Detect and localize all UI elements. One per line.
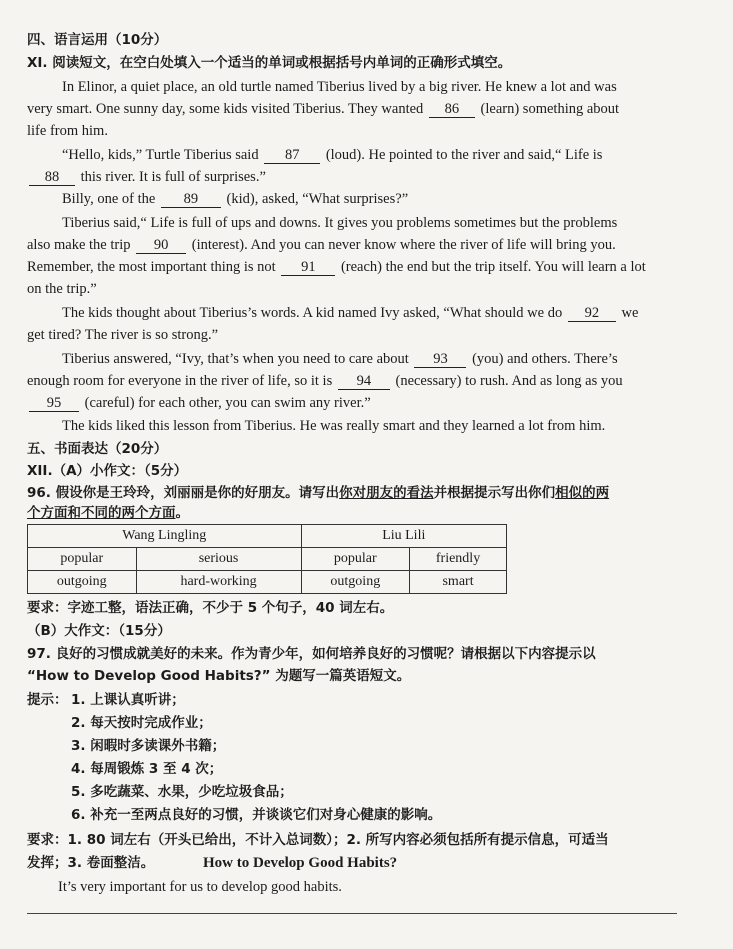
part-a-heading: XII.（A）小作文：（5分）	[27, 463, 188, 479]
passage-line-11: The kids thought about Tiberius’s words. A kid named Ivy asked, “What should we do 92 we	[62, 305, 639, 321]
table-cell: friendly	[410, 548, 507, 571]
hint-item: 4. 每周锻炼 3 至 4 次；	[71, 761, 223, 777]
question-97-line-1: 97. 良好的习惯成就美好的未来。作为青少年，如何培养良好的习惯呢？请根据以下内容提示以	[27, 646, 596, 662]
hint-item: 6. 补充一至两点良好的习惯，并谈谈它们对身心健康的影响。	[71, 807, 442, 823]
hint-item: 1. 上课认真听讲；	[71, 692, 185, 708]
table-row	[28, 571, 507, 594]
passage-line-16: The kids liked this lesson from Tiberius. He was really smart and they learned a lot from him.	[62, 418, 606, 434]
passage-line-9: Remember, the most important thing is not 91 (reach) the end but the trip itself. You will learn a lot	[27, 259, 646, 275]
hint-item: 5. 多吃蔬菜、水果，少吃垃圾食品；	[71, 784, 293, 800]
passage-line-8: also make the trip 90 (interest). And you can never know where the river of life will bring you.	[27, 237, 616, 253]
blank-93[interactable]: 93	[414, 351, 466, 368]
table-cell: hard-working	[136, 571, 301, 594]
table-cell: serious	[136, 548, 301, 571]
table-cell: outgoing	[301, 571, 410, 594]
question-97-requirements-line-2: 发挥；3. 卷面整洁。	[27, 855, 155, 871]
writing-line	[27, 913, 677, 914]
section-5-heading: 五、书面表达（20分）	[27, 441, 168, 457]
table-header-liu: Liu Lili	[301, 525, 506, 548]
question-96-requirements: 要求：字迹工整，语法正确，不少于 5 个句子，40 词左右。	[27, 600, 394, 616]
passage-line-7: Tiberius said,“ Life is full of ups and downs. It gives you problems sometimes but the problems	[62, 215, 618, 231]
blank-92[interactable]: 92	[568, 305, 616, 322]
blank-87[interactable]: 87	[264, 147, 320, 164]
passage-line-1: In Elinor, a quiet place, an old turtle named Tiberius lived by a big river. He knew a lot and was	[62, 79, 617, 95]
table-cell: outgoing	[28, 571, 137, 594]
blank-94[interactable]: 94	[338, 373, 390, 390]
passage-line-5: 88 this river. It is full of surprises.”	[27, 167, 266, 187]
passage-line-14: enough room for everyone in the river of life, so it is 94 (necessary) to rush. And as long as you	[27, 373, 623, 389]
blank-90[interactable]: 90	[136, 237, 186, 254]
table-header-wang: Wang Lingling	[28, 525, 302, 548]
question-96-line-2: 个方面和不同的两个方面。	[27, 505, 189, 521]
table-cell: popular	[28, 548, 137, 571]
question-97-requirements-line-1: 要求：1. 80 词左右（开头已给出，不计入总词数）；2. 所写内容必须包括所有提示信息，可适当	[27, 832, 609, 848]
hint-item: 2. 每天按时完成作业；	[71, 715, 212, 731]
comparison-table	[27, 524, 507, 594]
blank-89[interactable]: 89	[161, 191, 221, 208]
table-cell: popular	[301, 548, 410, 571]
passage-line-4: “Hello, kids,” Turtle Tiberius said 87 (loud). He pointed to the river and said,“ Life is	[62, 147, 603, 163]
passage-line-6: Billy, one of the 89 (kid), asked, “What surprises?”	[62, 191, 409, 207]
blank-91[interactable]: 91	[281, 259, 335, 276]
hint-item: 3. 闲暇时多读课外书籍；	[71, 738, 226, 754]
question-96-line-1: 96. 假设你是王玲玲，刘丽丽是你的好朋友。请写出你对朋友的看法并根据提示写出你们相似的两	[27, 485, 610, 501]
blank-95[interactable]: 95	[29, 395, 79, 412]
passage-line-10: on the trip.”	[27, 281, 97, 297]
passage-line-2: very smart. One sunny day, some kids visited Tiberius. They wanted 86 (learn) something about	[27, 101, 620, 117]
table-row	[28, 548, 507, 571]
passage-line-13: Tiberius answered, “Ivy, that’s when you need to care about 93 (you) and others. There’s	[62, 351, 618, 367]
hints-label: 提示：	[27, 692, 68, 708]
blank-86[interactable]: 86	[429, 101, 475, 118]
passage-line-3: life from him.	[27, 123, 108, 139]
essay-opening-sentence: It’s very important for us to develop good habits.	[58, 879, 342, 895]
passage-line-15: 95 (careful) for each other, you can swim any river.”	[27, 393, 371, 413]
passage-line-12: get tired? The river is so strong.”	[27, 327, 218, 343]
table-cell: smart	[410, 571, 507, 594]
blank-88[interactable]: 88	[29, 169, 75, 186]
question-97-line-2: “How to Develop Good Habits?” 为题写一篇英语短文。	[27, 668, 411, 684]
part-b-heading: （B）大作文：（15分）	[27, 623, 171, 639]
section-4-heading: 四、语言运用（10分）	[27, 32, 168, 48]
table-header-row	[28, 525, 507, 548]
essay-title: How to Develop Good Habits?	[203, 855, 398, 871]
section-4-instruction: XI. 阅读短文，在空白处填入一个适当的单词或根据括号内单词的正确形式填空。	[27, 55, 512, 71]
